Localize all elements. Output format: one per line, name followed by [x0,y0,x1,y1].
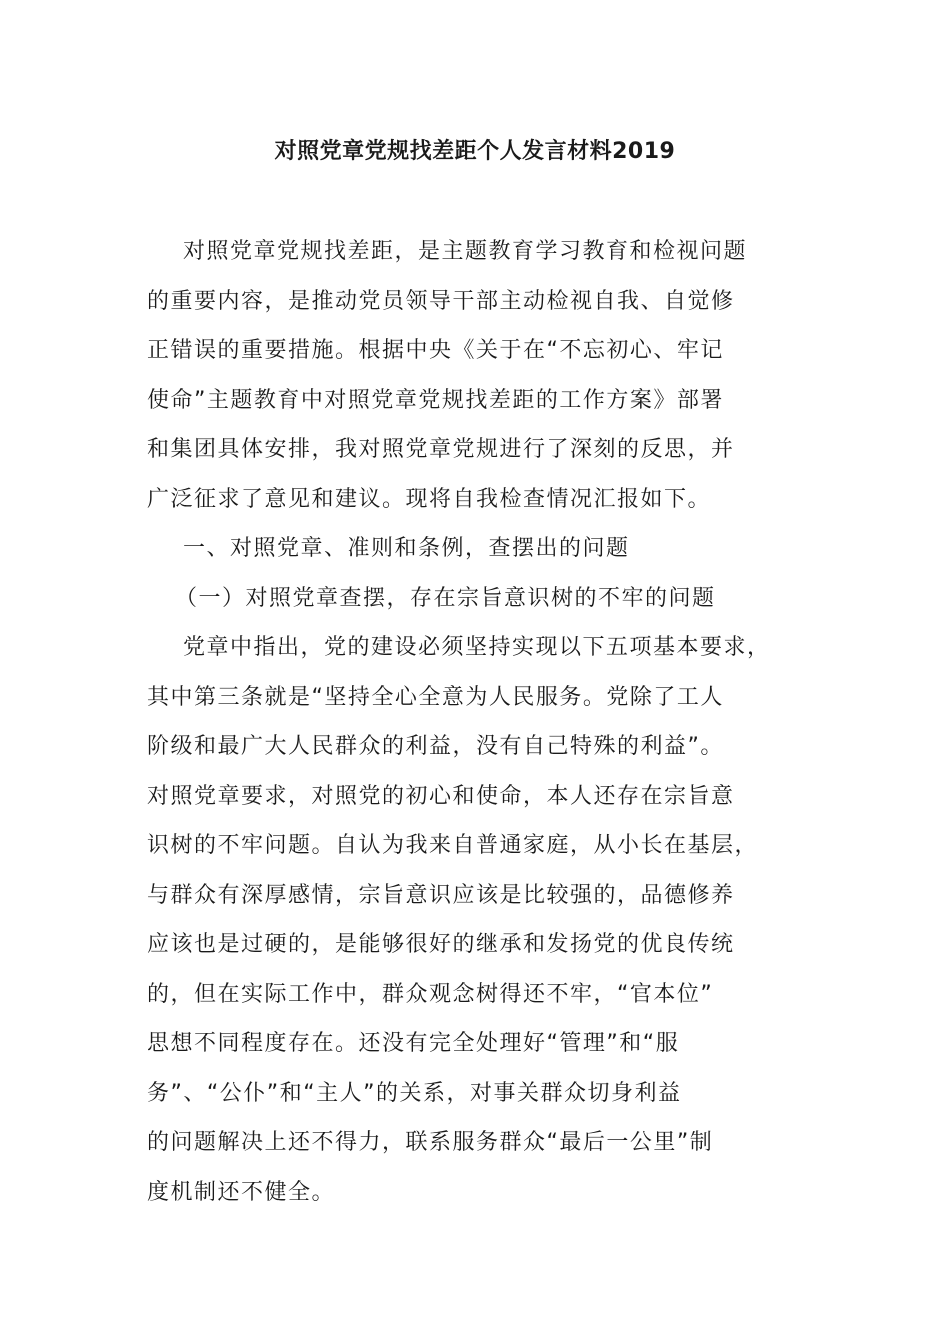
paragraph-line: 的，但在实际工作中，群众观念树得还不牢，“官本位” [147,981,714,1007]
paragraph-line: 度机制还不健全。 [147,1179,336,1205]
paragraph-line: 应该也是过硬的，是能够很好的继承和发扬党的优良传统 [147,932,735,957]
paragraph-line: 阶级和最广大人民群众的利益，没有自己特殊的利益”。 [147,734,724,759]
paragraph-line: 的问题解决上还不得力，联系服务群众“最后一公里”制 [147,1130,714,1155]
paragraph-line: 对照党章党规找差距，是主题教育学习教育和检视问题 [183,239,748,264]
paragraph-line: 正错误的重要措施。根据中央《关于在“不忘初心、牢记 [147,338,724,363]
paragraph-line: 识树的不牢问题。自认为我来自普通家庭，从小长在基层， [147,833,759,858]
section-heading: 一、对照党章、准则和条例，查摆出的问题 [183,536,630,561]
paragraph-line: 广泛征求了意见和建议。现将自我检查情况汇报如下。 [147,486,712,512]
paragraph-line: 其中第三条就是“坚持全心全意为人民服务。党除了工人 [147,684,724,710]
paragraph-line: 务”、“公仆”和“主人”的关系，对事关群众切身利益 [147,1080,682,1106]
paragraph-line: 党章中指出，党的建设必须坚持实现以下五项基本要求， [183,635,771,660]
document-title: 对照党章党规找差距个人发言材料2019 [274,139,676,164]
document-body [147,227,807,1217]
paragraph-line: 的重要内容，是推动党员领导干部主动检视自我、自觉修 [147,288,735,314]
paragraph-line: 和集团具体安排，我对照党章党规进行了深刻的反思，并 [147,437,735,462]
paragraph-line: 使命”主题教育中对照党章党规找差距的工作方案》部署 [147,387,724,413]
paragraph-line: 与群众有深厚感情，宗旨意识应该是比较强的，品德修养 [147,882,735,908]
paragraph-line: 对照党章要求，对照党的初心和使命，本人还存在宗旨意 [147,783,735,809]
paragraph-line: 思想不同程度存在。还没有完全处理好“管理”和“服 [147,1031,680,1056]
subsection-heading: （一）对照党章查摆，存在宗旨意识树的不牢的问题 [175,585,716,611]
